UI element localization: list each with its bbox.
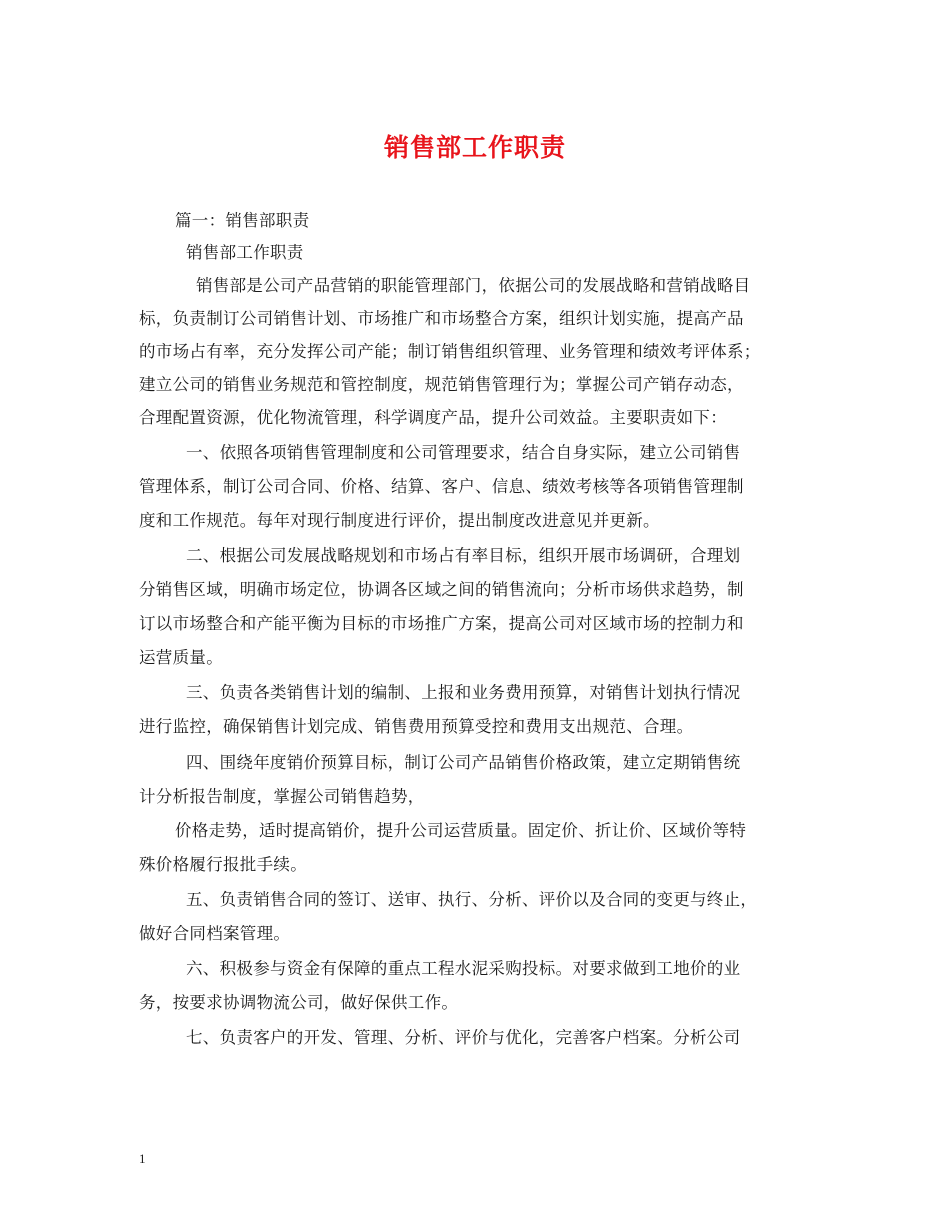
paragraph-line: 度和工作规范。每年对现行制度进行评价，提出制度改进意见并更新。 (139, 511, 660, 530)
paragraph-line: 三、负责各类销售计划的编制、上报和业务费用预算，对销售计划执行情况 (186, 683, 741, 702)
paragraph-line: 管理体系，制订公司合同、价格、结算、客户、信息、绩效考核等各项销售管理制 (139, 477, 744, 496)
paragraph-line: 建立公司的销售业务规范和管控制度，规范销售管理行为；掌握公司产销存动态， (139, 375, 744, 394)
document-title: 销售部工作职责 (383, 133, 566, 162)
paragraph-line: 做好合同档案管理。 (139, 924, 291, 943)
subheading: 销售部工作职责 (186, 243, 304, 262)
paragraph-line: 进行监控，确保销售计划完成、销售费用预算受控和费用支出规范、合理。 (139, 717, 694, 736)
paragraph-line: 四、围绕年度销价预算目标，制订公司产品销售价格政策，建立定期销售统 (186, 753, 741, 772)
paragraph-line: 一、依照各项销售管理制度和公司管理要求，结合自身实际，建立公司销售 (186, 443, 741, 462)
paragraph-line: 分销售区域，明确市场定位，协调各区域之间的销售流向；分析市场供求趋势，制 (139, 580, 744, 599)
paragraph-line: 七、负责客户的开发、管理、分析、评价与优化，完善客户档案。分析公司 (186, 1028, 741, 1047)
paragraph-line: 殊价格履行报批手续。 (139, 855, 307, 874)
page-number: 1 (139, 1151, 146, 1166)
paragraph-line: 的市场占有率，充分发挥公司产能；制订销售组织管理、业务管理和绩效考评体系； (139, 342, 761, 361)
paragraph-line: 务，按要求协调物流公司，做好保供工作。 (139, 993, 459, 1012)
paragraph-line: 计分析报告制度，掌握公司销售趋势， (139, 787, 425, 806)
paragraph-line: 价格走势，适时提高销价，提升公司运营质量。固定价、折让价、区域价等特 (175, 821, 747, 840)
section-heading: 篇一：销售部职责 (175, 211, 310, 230)
paragraph-line: 二、根据公司发展战略规划和市场占有率目标，组织开展市场调研，合理划 (186, 546, 741, 565)
paragraph-line: 五、负责销售合同的签订、送审、执行、分析、评价以及合同的变更与终止， (186, 890, 758, 909)
paragraph-line: 订以市场整合和产能平衡为目标的市场推广方案，提高公司对区域市场的控制力和 (139, 614, 744, 633)
paragraph-line: 标，负责制订公司销售计划、市场推广和市场整合方案，组织计划实施，提高产品 (139, 309, 744, 328)
paragraph-line: 销售部是公司产品营销的职能管理部门，依据公司的发展战略和营销战略目 (196, 276, 751, 295)
paragraph-line: 合理配置资源，优化物流管理，科学调度产品，提升公司效益。主要职责如下： (139, 408, 727, 427)
paragraph-line: 六、积极参与资金有保障的重点工程水泥采购投标。对要求做到工地价的业 (186, 959, 741, 978)
paragraph-line: 运营质量。 (139, 648, 223, 667)
